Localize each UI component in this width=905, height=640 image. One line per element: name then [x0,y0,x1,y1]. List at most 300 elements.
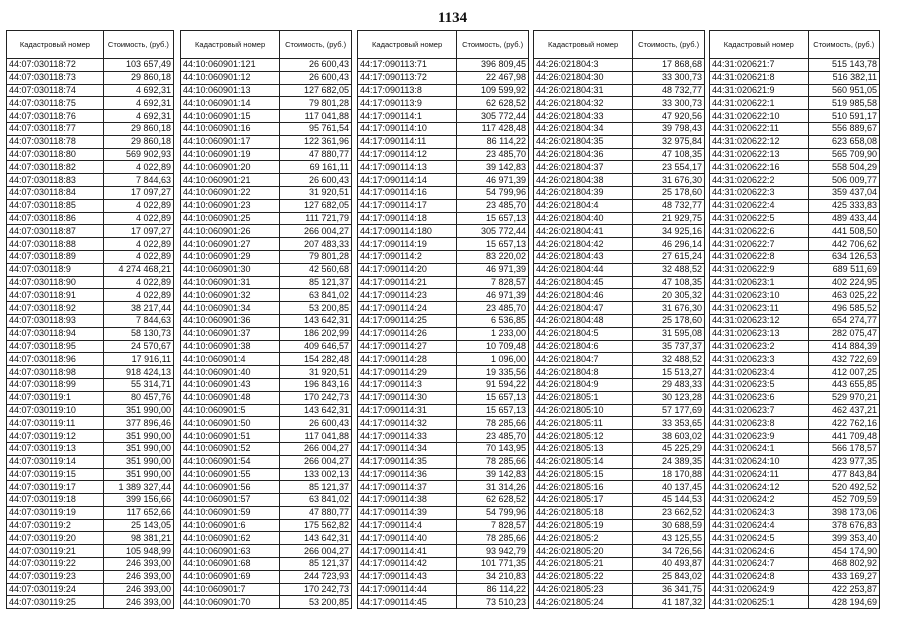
table-row [358,494,529,507]
cost-cell: 143 642,31 [280,532,352,545]
cost-cell: 246 393,00 [103,558,173,571]
cost-cell: 10 709,48 [457,340,529,353]
cadastral-number-cell: 44:26:021805:11 [534,417,633,430]
table-row [710,148,880,161]
table-row [710,84,880,97]
cost-cell: 462 437,21 [808,404,879,417]
cadastral-number-cell: 44:31:020622:7 [710,238,809,251]
register-table [533,30,705,609]
cadastral-number-cell: 44:31:020624:10 [710,455,809,468]
table-row [181,122,352,135]
table-row [358,468,529,481]
cost-cell: 17 916,11 [103,353,173,366]
cadastral-number-cell: 44:26:021804:48 [534,314,633,327]
cost-cell: 48 732,77 [633,199,705,212]
cadastral-number-cell: 44:17:090114:31 [358,404,457,417]
cost-cell: 25 143,05 [103,519,173,532]
table-row [710,468,880,481]
cadastral-number-cell: 44:26:021805:20 [534,545,633,558]
table-row [534,122,705,135]
cost-cell: 47 920,56 [633,110,705,123]
table-row [181,442,352,455]
cadastral-number-cell: 44:17:090114:16 [358,186,457,199]
table-row [181,314,352,327]
table-row [710,314,880,327]
cadastral-number-cell: 44:17:090114:35 [358,455,457,468]
cost-cell: 47 108,35 [633,276,705,289]
cadastral-number-cell: 44:10:060901:29 [181,250,280,263]
cost-cell: 359 437,04 [808,186,879,199]
table-row [710,417,880,430]
cost-cell: 31 676,30 [633,302,705,315]
cost-cell: 496 585,52 [808,302,879,315]
cost-cell: 80 457,76 [103,391,173,404]
cadastral-number-cell: 44:26:021804:32 [534,97,633,110]
cadastral-number-cell: 44:17:090114:34 [358,442,457,455]
table-row [534,596,705,609]
table-row [7,225,174,238]
cost-cell: 117 041,88 [280,430,352,443]
table-row [7,71,174,84]
cost-cell: 85 121,37 [280,481,352,494]
cadastral-number-cell: 44:26:021804:35 [534,135,633,148]
cost-cell: 4 022,89 [103,250,173,263]
table-row [358,71,529,84]
cadastral-number-cell: 44:31:020621:8 [710,71,809,84]
cost-cell: 425 333,83 [808,199,879,212]
cost-cell: 53 200,85 [280,302,352,315]
cost-cell: 7 828,57 [457,519,529,532]
cost-cell: 127 682,05 [280,84,352,97]
cost-cell: 468 802,92 [808,558,879,571]
register-table [709,30,880,609]
cost-cell: 516 382,11 [808,71,879,84]
cadastral-number-cell: 44:10:060901:14 [181,97,280,110]
cadastral-number-cell: 44:26:021804:44 [534,263,633,276]
table-row [358,545,529,558]
table-row [534,366,705,379]
cost-cell: 26 600,43 [280,59,352,72]
table-row [710,353,880,366]
cadastral-number-cell: 44:17:090113:72 [358,71,457,84]
cost-cell: 170 242,73 [280,583,352,596]
cadastral-number-cell: 44:10:060901:36 [181,314,280,327]
cadastral-number-cell: 44:10:060901:7 [181,583,280,596]
cost-cell: 34 925,16 [633,225,705,238]
table-row [534,71,705,84]
cadastral-number-cell: 44:07:030118:89 [7,250,104,263]
table-row [358,481,529,494]
cost-cell: 4 692,31 [103,84,173,97]
table-row [181,340,352,353]
table-row [710,263,880,276]
cadastral-number-cell: 44:26:021805:12 [534,430,633,443]
cost-cell: 45 144,53 [633,494,705,507]
table-row [534,314,705,327]
table-row [534,442,705,455]
cadastral-number-cell: 44:26:021804:42 [534,238,633,251]
cadastral-number-cell: 44:07:030118:90 [7,276,104,289]
cadastral-number-cell: 44:26:021804:43 [534,250,633,263]
cost-cell: 54 799,96 [457,186,529,199]
cost-cell: 73 510,23 [457,596,529,609]
cost-cell: 510 591,17 [808,110,879,123]
cadastral-number-cell: 44:17:090114:11 [358,135,457,148]
cadastral-number-cell: 44:31:020624:4 [710,519,809,532]
table-row [358,532,529,545]
table-row [534,391,705,404]
cost-cell: 32 488,52 [633,263,705,276]
table-row [534,59,705,72]
cost-cell: 78 285,66 [457,532,529,545]
cost-cell: 19 335,56 [457,366,529,379]
cost-cell: 398 173,06 [808,506,879,519]
table-row [534,430,705,443]
cadastral-number-cell: 44:31:020622:9 [710,263,809,276]
table-row [534,417,705,430]
cost-cell: 48 732,77 [633,84,705,97]
cost-cell: 23 485,70 [457,199,529,212]
cost-cell: 109 599,92 [457,84,529,97]
cadastral-number-cell: 44:07:030118:87 [7,225,104,238]
cost-cell: 377 896,46 [103,417,173,430]
cost-cell: 47 880,77 [280,506,352,519]
cost-cell: 54 799,96 [457,506,529,519]
cadastral-number-cell: 44:31:020624:3 [710,506,809,519]
cost-cell: 143 642,31 [280,404,352,417]
table-row [710,596,880,609]
cadastral-number-cell: 44:10:060901:19 [181,148,280,161]
table-row [181,161,352,174]
cadastral-number-cell: 44:31:020625:1 [710,596,809,609]
cadastral-number-cell: 44:31:020623:5 [710,378,809,391]
cadastral-number-cell: 44:26:021804:33 [534,110,633,123]
cost-cell: 170 242,73 [280,391,352,404]
table-row [534,353,705,366]
cadastral-number-cell: 44:17:090114:41 [358,545,457,558]
cadastral-number-cell: 44:10:060901:5 [181,404,280,417]
cost-cell: 4 022,89 [103,212,173,225]
table-row [358,442,529,455]
cost-cell: 246 393,00 [103,570,173,583]
cost-cell: 1 096,00 [457,353,529,366]
table-row [7,583,174,596]
cost-cell: 26 600,43 [280,71,352,84]
table-row [181,327,352,340]
cadastral-number-cell: 44:07:030119:23 [7,570,104,583]
cadastral-number-cell: 44:07:030118:75 [7,97,104,110]
cost-cell: 266 004,27 [280,225,352,238]
table-row [534,506,705,519]
table-row [7,263,174,276]
cadastral-number-cell: 44:26:021804:30 [534,71,633,84]
cadastral-number-cell: 44:26:021805:13 [534,442,633,455]
table-row [7,378,174,391]
cost-cell: 402 224,95 [808,276,879,289]
cost-cell: 29 860,18 [103,122,173,135]
table-row [181,353,352,366]
cost-cell: 7 844,63 [103,314,173,327]
table-row [534,250,705,263]
table-row [181,97,352,110]
cost-cell: 93 942,79 [457,545,529,558]
cost-cell: 414 884,39 [808,340,879,353]
cadastral-number-cell: 44:07:030118:80 [7,148,104,161]
cadastral-number-cell: 44:07:030119:22 [7,558,104,571]
table-row [710,302,880,315]
cost-cell: 25 178,60 [633,186,705,199]
cost-cell: 143 642,31 [280,314,352,327]
cadastral-number-cell: 44:17:090114:32 [358,417,457,430]
cost-cell: 207 483,33 [280,238,352,251]
cost-cell: 246 393,00 [103,596,173,609]
table-header-row [358,31,529,59]
cost-cell: 78 285,66 [457,417,529,430]
cadastral-number-cell: 44:31:020623:12 [710,314,809,327]
cadastral-number-cell: 44:31:020622:11 [710,122,809,135]
table-row [358,327,529,340]
cadastral-number-cell: 44:10:060901:56 [181,481,280,494]
cadastral-number-cell: 44:10:060901:27 [181,238,280,251]
header-cadastral-number: Кадастровый номер [7,31,104,59]
cost-cell: 57 177,69 [633,404,705,417]
cost-cell: 441 508,50 [808,225,879,238]
cost-cell: 4 022,89 [103,199,173,212]
cadastral-number-cell: 44:31:020622:4 [710,199,809,212]
cost-cell: 39 142,83 [457,468,529,481]
table-row [7,417,174,430]
cadastral-number-cell: 44:17:090114:1 [358,110,457,123]
cadastral-number-cell: 44:17:090114:24 [358,302,457,315]
cadastral-number-cell: 44:31:020622:16 [710,161,809,174]
cost-cell: 399 156,66 [103,494,173,507]
table-row [7,122,174,135]
cadastral-number-cell: 44:26:021805:14 [534,455,633,468]
cadastral-number-cell: 44:31:020624:12 [710,481,809,494]
cost-cell: 133 002,13 [280,468,352,481]
table-row [710,71,880,84]
cost-cell: 40 493,87 [633,558,705,571]
table-row [710,174,880,187]
table-row [181,430,352,443]
cadastral-number-cell: 44:31:020622:3 [710,186,809,199]
table-row [358,366,529,379]
table-row [7,148,174,161]
table-row [710,59,880,72]
cost-cell: 46 971,39 [457,174,529,187]
table-row [534,263,705,276]
cadastral-number-cell: 44:26:021805:16 [534,481,633,494]
cost-cell: 4 022,89 [103,161,173,174]
cadastral-number-cell: 44:31:020623:8 [710,417,809,430]
cadastral-number-cell: 44:10:060901:31 [181,276,280,289]
cadastral-number-cell: 44:07:030118:98 [7,366,104,379]
cost-cell: 38 603,02 [633,430,705,443]
cadastral-number-cell: 44:10:060901:54 [181,455,280,468]
table-header-row [534,31,705,59]
table-row [358,289,529,302]
cadastral-number-cell: 44:07:030118:72 [7,59,104,72]
header-cadastral-number: Кадастровый номер [710,31,809,59]
header-cost: Стоимость, (руб.) [808,31,879,59]
cadastral-number-cell: 44:07:030118:77 [7,122,104,135]
cadastral-number-cell: 44:31:020624:2 [710,494,809,507]
table-row [181,506,352,519]
table-row [534,532,705,545]
table-row [358,59,529,72]
cost-cell: 69 161,11 [280,161,352,174]
cadastral-number-cell: 44:10:060901:70 [181,596,280,609]
cost-cell: 91 594,22 [457,378,529,391]
table-row [7,238,174,251]
table-row [358,353,529,366]
table-header-row [7,31,174,59]
table-row [181,558,352,571]
cost-cell: 432 722,69 [808,353,879,366]
cadastral-number-cell: 44:10:060901:43 [181,378,280,391]
cadastral-number-cell: 44:10:060901:121 [181,59,280,72]
table-row [710,289,880,302]
cadastral-number-cell: 44:10:060901:32 [181,289,280,302]
cost-cell: 39 142,83 [457,161,529,174]
table-row [534,468,705,481]
table-row [710,161,880,174]
table-row [181,225,352,238]
cost-cell: 15 657,13 [457,404,529,417]
cadastral-number-cell: 44:07:030118:94 [7,327,104,340]
cost-cell: 101 771,35 [457,558,529,571]
table-row [358,97,529,110]
cadastral-number-cell: 44:10:060901:40 [181,366,280,379]
cadastral-number-cell: 44:10:060901:52 [181,442,280,455]
cadastral-number-cell: 44:07:030119:10 [7,404,104,417]
table-row [710,327,880,340]
cost-cell: 31 595,08 [633,327,705,340]
table-row [181,238,352,251]
cadastral-number-cell: 44:10:060901:12 [181,71,280,84]
table-row [7,430,174,443]
cost-cell: 520 492,52 [808,481,879,494]
cost-cell: 55 314,71 [103,378,173,391]
table-row [710,199,880,212]
cadastral-number-cell: 44:07:030119:15 [7,468,104,481]
cost-cell: 34 210,83 [457,570,529,583]
cadastral-number-cell: 44:10:060901:51 [181,430,280,443]
table-row [710,532,880,545]
table-row [534,289,705,302]
header-cost: Стоимость, (руб.) [103,31,173,59]
table-row [181,366,352,379]
table-row [710,545,880,558]
cadastral-number-cell: 44:17:090114:17 [358,199,457,212]
cost-cell: 38 217,44 [103,302,173,315]
cost-cell: 454 174,90 [808,545,879,558]
cost-cell: 85 121,37 [280,558,352,571]
cadastral-number-cell: 44:10:060901:57 [181,494,280,507]
cadastral-number-cell: 44:10:060901:23 [181,199,280,212]
table-row [534,186,705,199]
cost-cell: 654 274,77 [808,314,879,327]
cadastral-number-cell: 44:17:090114:44 [358,583,457,596]
table-row [7,455,174,468]
table-row [181,59,352,72]
table-row [358,84,529,97]
register-column-3 [357,30,529,609]
cadastral-number-cell: 44:26:021805:19 [534,519,633,532]
cadastral-number-cell: 44:07:030118:74 [7,84,104,97]
table-row [534,340,705,353]
cadastral-number-cell: 44:17:090114:180 [358,225,457,238]
cadastral-number-cell: 44:31:020624:1 [710,442,809,455]
table-row [7,161,174,174]
cadastral-number-cell: 44:26:021804:7 [534,353,633,366]
register-column-1 [6,30,174,609]
table-row [710,455,880,468]
cadastral-number-cell: 44:10:060901:15 [181,110,280,123]
cost-cell: 46 971,39 [457,263,529,276]
table-row [358,148,529,161]
cadastral-number-cell: 44:17:090113:71 [358,59,457,72]
table-row [358,225,529,238]
table-row [534,481,705,494]
cadastral-number-cell: 44:31:020623:1 [710,276,809,289]
cost-cell: 506 009,77 [808,174,879,187]
table-row [181,596,352,609]
cost-cell: 95 761,54 [280,122,352,135]
cadastral-number-cell: 44:07:030118:82 [7,161,104,174]
cadastral-number-cell: 44:10:060901:63 [181,545,280,558]
table-row [534,238,705,251]
table-row [358,250,529,263]
cost-cell: 105 948,99 [103,545,173,558]
cost-cell: 32 488,52 [633,353,705,366]
cost-cell: 558 504,29 [808,161,879,174]
cadastral-number-cell: 44:26:021805:2 [534,532,633,545]
cost-cell: 4 692,31 [103,110,173,123]
table-row [358,558,529,571]
cadastral-number-cell: 44:26:021804:45 [534,276,633,289]
cadastral-number-cell: 44:26:021804:5 [534,327,633,340]
cadastral-number-cell: 44:26:021804:3 [534,59,633,72]
cost-cell: 378 676,83 [808,519,879,532]
cadastral-number-cell: 44:07:030118:85 [7,199,104,212]
cadastral-number-cell: 44:17:090114:28 [358,353,457,366]
cadastral-number-cell: 44:26:021805:15 [534,468,633,481]
cadastral-number-cell: 44:17:090114:12 [358,148,457,161]
cost-cell: 4 022,89 [103,276,173,289]
cost-cell: 70 143,95 [457,442,529,455]
table-row [7,519,174,532]
cost-cell: 27 615,24 [633,250,705,263]
cadastral-number-cell: 44:17:090114:2 [358,250,457,263]
table-row [710,404,880,417]
cost-cell: 46 971,39 [457,289,529,302]
cost-cell: 32 975,84 [633,135,705,148]
cadastral-number-cell: 44:07:030118:78 [7,135,104,148]
table-row [7,59,174,72]
table-row [534,225,705,238]
cost-cell: 1 233,00 [457,327,529,340]
cost-cell: 15 657,13 [457,238,529,251]
cadastral-number-cell: 44:26:021805:23 [534,583,633,596]
cost-cell: 351 990,00 [103,468,173,481]
table-row [710,481,880,494]
cadastral-number-cell: 44:10:060901:22 [181,186,280,199]
table-row [358,174,529,187]
cost-cell: 34 726,56 [633,545,705,558]
cadastral-number-cell: 44:07:030118:88 [7,238,104,251]
table-row [7,327,174,340]
